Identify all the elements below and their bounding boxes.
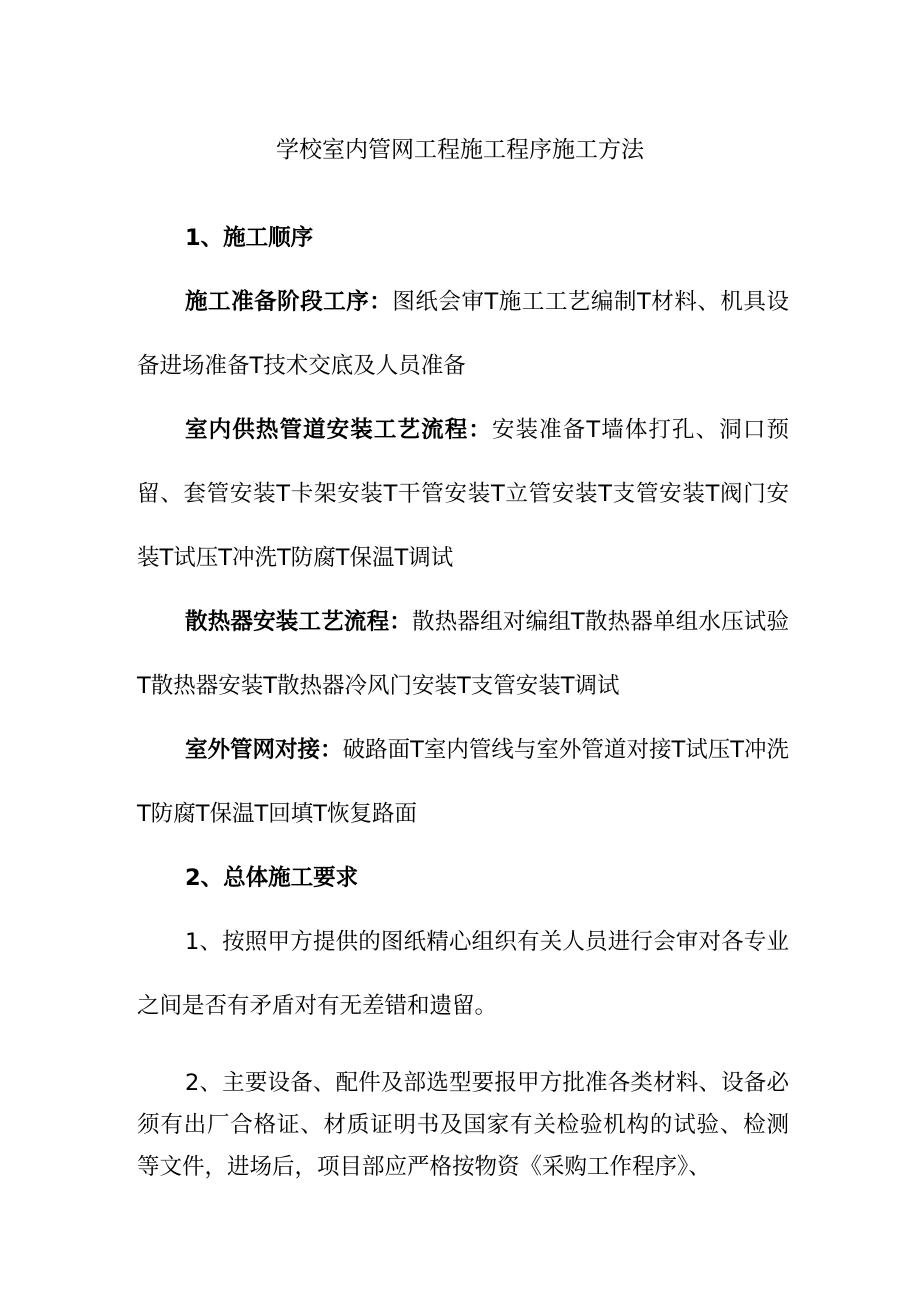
outdoor-network-label: 室外管网对接： [185, 737, 343, 763]
prep-stage-label: 施工准备阶段工序： [185, 289, 393, 315]
indoor-heating-paragraph [137, 398, 789, 590]
indoor-heating-label: 室内供热管道安装工艺流程： [185, 417, 492, 443]
radiator-paragraph [137, 590, 789, 718]
outdoor-network-text: 破路面T室内管线与室外管道对接T试压T冲洗T防腐T保温T回填T恢复路面 [137, 737, 789, 827]
requirement-item-1: 1、按照甲方提供的图纸精心组织有关人员进行会审对各专业之间是否有矛盾对有无差错和遗留。 [137, 929, 789, 1019]
document-title: 学校室内管网工程施工程序施工方法 [276, 137, 644, 163]
radiator-text: 散热器组对编组T散热器单组水压试验T散热器安装T散热器冷风门安装T支管安装T调试 [137, 609, 789, 699]
section-2-heading: 2、总体施工要求 [185, 865, 359, 891]
prep-stage-text: 图纸会审T施工工艺编制T材料、机具设备进场准备T技术交底及人员准备 [137, 289, 789, 379]
section-1-heading: 1、施工顺序 [185, 225, 314, 251]
requirement-item-2: 2、主要设备、配件及部选型要报甲方批准各类材料、设备必须有出厂合格证、材质证明书及国家有关检验机构的试验、检测等文件，进场后，项目部应严格按物资《采购工作程序》、 [137, 1070, 789, 1180]
indoor-heating-text: 安装准备T墙体打孔、洞口预留、套管安装T卡架安装T干管安装T立管安装T支管安装T阀门安装T试压T冲洗T防腐T保温T调试 [137, 417, 789, 571]
radiator-label: 散热器安装工艺流程： [185, 609, 413, 635]
prep-stage-paragraph [137, 270, 789, 398]
outdoor-network-paragraph [137, 718, 789, 846]
